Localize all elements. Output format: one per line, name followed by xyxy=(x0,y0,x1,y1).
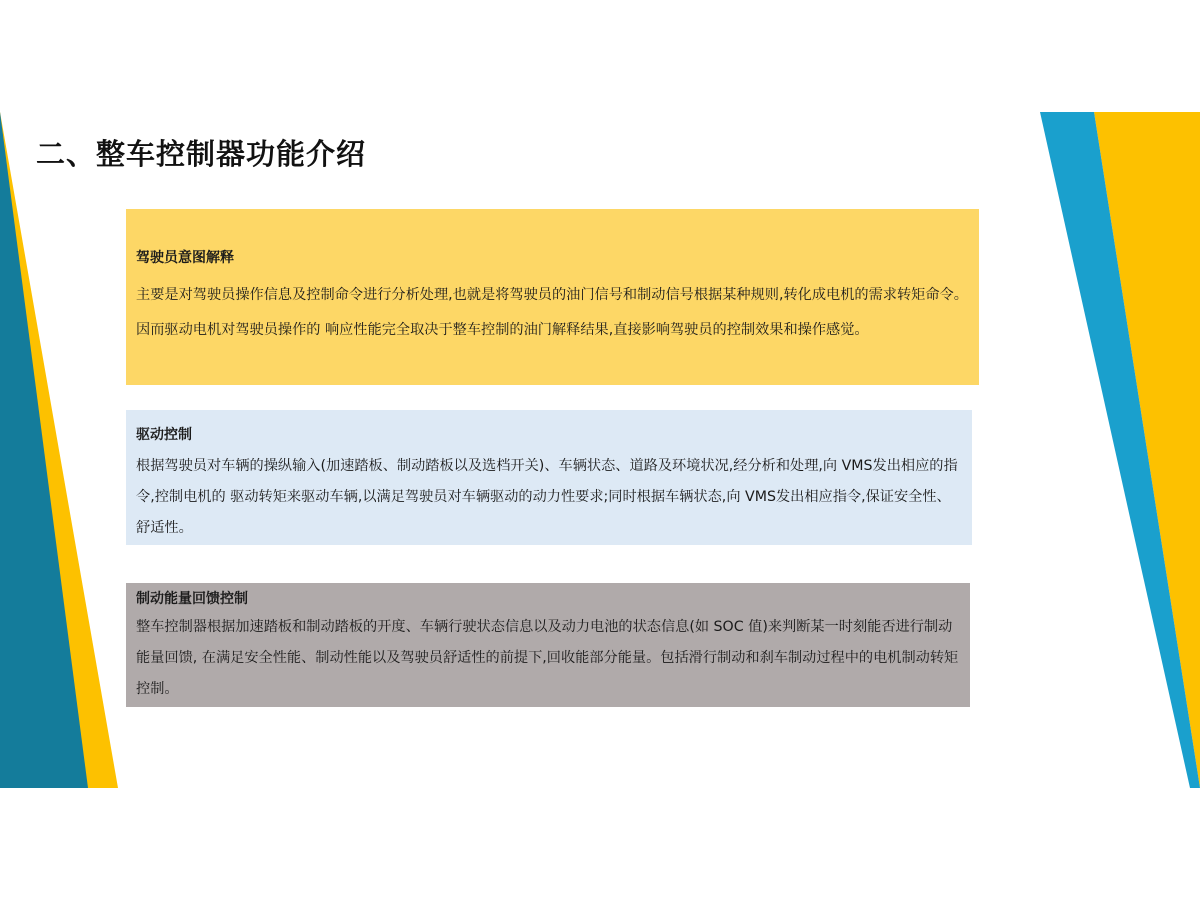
card-body: 整车控制器根据加速踏板和制动踏板的开度、车辆行驶状态信息以及动力电池的状态信息(如 SOC 值)来判断某一时刻能否进行制动能量回馈, 在满足安全性能、制动性能以及驾驶员舒适性的前提下,回收能部分能量。包括滑行制动和刹车制动过程中的电机制动转矩控制。 xyxy=(136,619,959,697)
card-heading: 制动能量回馈控制 xyxy=(136,591,248,607)
card-drive-control xyxy=(126,410,972,545)
card-body: 根据驾驶员对车辆的操纵输入(加速踏板、制动踏板以及选档开关)、车辆状态、道路及环境状况,经分析和处理,向 VMS发出相应的指令,控制电机的 驱动转矩来驱动车辆,以满足驾驶员对车辆驱动的动力性要求;同时根据车辆状态,向 VMS发出相应指令,保证安全性、舒适性。 xyxy=(136,458,958,536)
slide xyxy=(0,112,1200,788)
card-driver-intent xyxy=(126,209,979,385)
slide-title: 二、整车控制器功能介绍 xyxy=(36,137,367,171)
card-brake-energy-recovery xyxy=(126,583,970,707)
card-heading: 驱动控制 xyxy=(136,427,192,443)
card-heading: 驾驶员意图解释 xyxy=(136,250,234,266)
card-body: 主要是对驾驶员操作信息及控制命令进行分析处理,也就是将驾驶员的油门信号和制动信号根据某种规则,转化成电机的需求转矩命令。因而驱动电机对驾驶员操作的 响应性能完全取决于整车控制的油门解释结果,直接影响驾驶员的控制效果和操作感觉。 xyxy=(136,287,968,338)
